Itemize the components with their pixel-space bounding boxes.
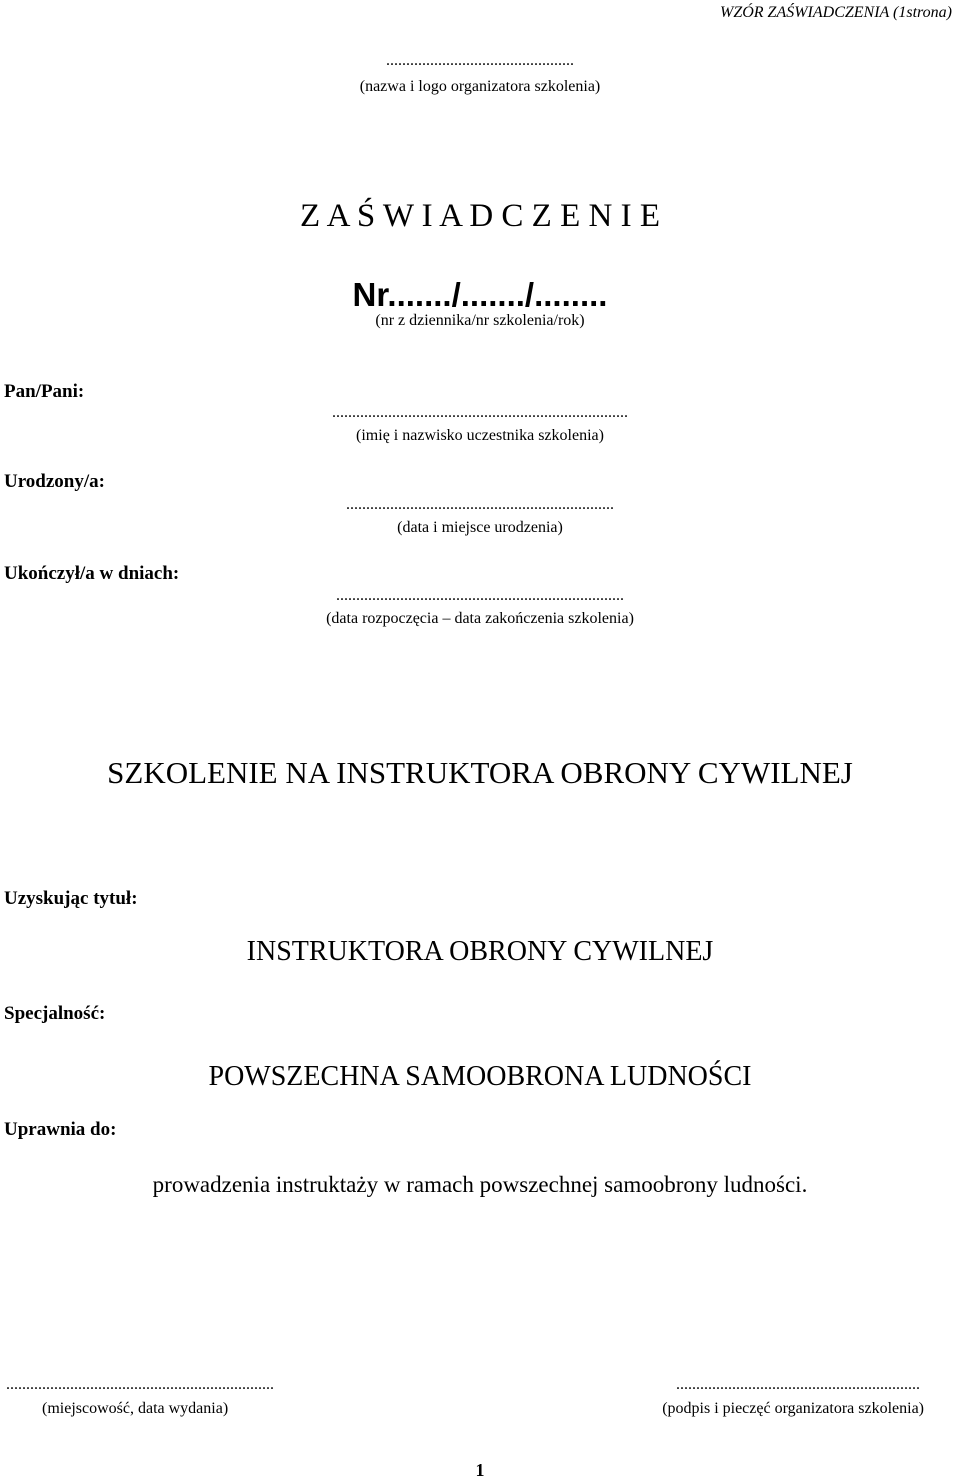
participant-label: Pan/Pani: [4,381,85,402]
organizer-caption: (nazwa i logo organizatora szkolenia) [359,78,601,95]
organizer-dots: ............................................... [386,52,574,69]
participant-dots: .......................................................................... [332,404,628,421]
specialty-label: Specjalność: [4,1003,106,1024]
title-obtained-value: INSTRUKTORA OBRONY CYWILNEJ [246,936,714,967]
signature-left-caption: (miejscowość, data wydania) [42,1400,229,1417]
completed-caption: (data rozpoczęcia – data zakończenia szkolenia) [326,610,634,627]
signature-right-dots: ............................................................. [676,1376,920,1393]
entitles-label: Uprawnia do: [4,1119,117,1140]
completed-dots: ........................................................................ [336,587,624,604]
participant-caption: (imię i nazwisko uczestnika szkolenia) [356,427,604,444]
pattern-note: WZÓR ZAŚWIADCZENIA (1strona) [720,4,952,21]
page-number: 1 [475,1460,485,1480]
title-obtained-label: Uzyskując tytuł: [4,888,138,909]
certificate-number: Nr......./......./........ [352,276,608,313]
specialty-value: POWSZECHNA SAMOOBRONA LUDNOŚCI [208,1061,752,1092]
document-title: Z A Ś W I A D C Z E N I E [300,198,660,234]
signature-right-caption: (podpis i pieczęć organizatora szkolenia) [662,1400,924,1417]
signature-left-dots: ................................................................... [6,1376,274,1393]
certificate-number-caption: (nr z dziennika/nr szkolenia/rok) [375,312,585,329]
course-name: SZKOLENIE NA INSTRUKTORA OBRONY CYWILNEJ [107,755,853,790]
completed-label: Ukończył/a w dniach: [4,563,180,584]
born-caption: (data i miejsce urodzenia) [397,519,563,536]
born-label: Urodzony/a: [4,471,105,492]
born-dots: ................................................................... [346,496,614,513]
entitles-value: prowadzenia instruktaży w ramach powszechnej samoobrony ludności. [152,1172,808,1197]
